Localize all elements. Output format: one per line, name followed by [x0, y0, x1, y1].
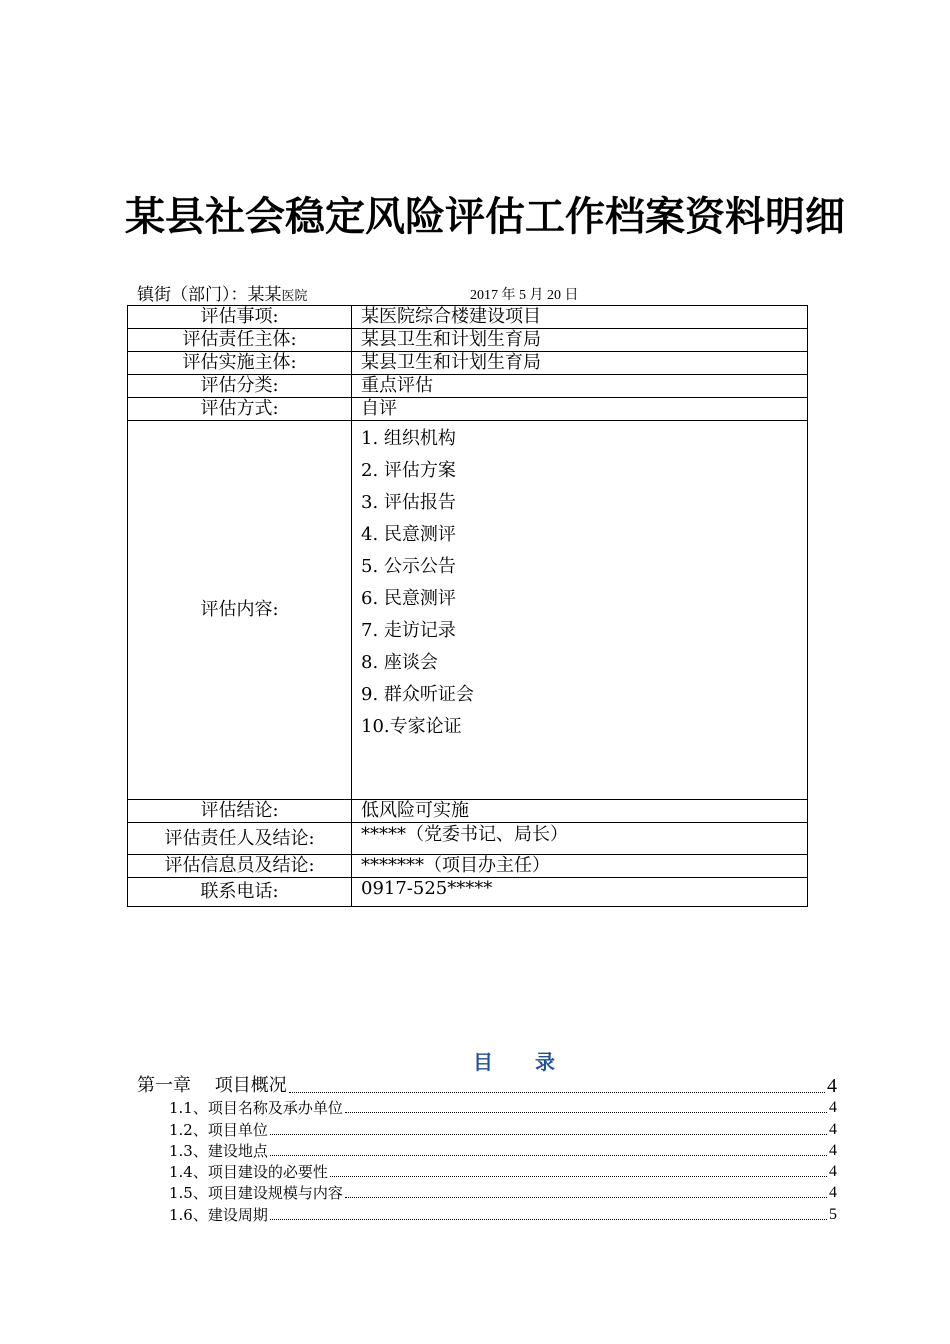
- toc-entry[interactable]: [169, 1162, 837, 1182]
- toc-heading: [0, 1046, 950, 1075]
- toc-entry-text: 1.3、建设地点: [169, 1142, 268, 1160]
- list-item: 10.专家论证: [361, 716, 462, 737]
- row-value: 某县卫生和计划生育局: [352, 352, 808, 375]
- document-date: 2017 年 5 月 20 日: [470, 288, 579, 303]
- row-label: 评估责任人及结论:: [128, 823, 352, 855]
- toc-entry[interactable]: [169, 1098, 837, 1118]
- toc-page-number: 5: [829, 1206, 837, 1223]
- list-item: 3. 评估报告: [361, 492, 456, 513]
- toc-leader-dots: [345, 1112, 827, 1113]
- row-label: 联系电话:: [128, 878, 352, 907]
- toc-leader-dots: [270, 1134, 827, 1135]
- toc-entry-text: 1.2、项目单位: [169, 1121, 268, 1139]
- toc-leader-dots: [270, 1219, 827, 1220]
- department-line: [137, 285, 308, 307]
- toc-entry[interactable]: [169, 1205, 837, 1225]
- list-item: 6. 民意测评: [361, 588, 456, 609]
- content-label: 评估内容:: [128, 421, 352, 800]
- table-row: [128, 375, 808, 398]
- row-value: 某县卫生和计划生育局: [352, 329, 808, 352]
- toc-page-number: 4: [829, 1184, 837, 1201]
- toc-page-number: 4: [829, 1142, 837, 1159]
- row-label: 评估分类:: [128, 375, 352, 398]
- row-label: 评估事项:: [128, 306, 352, 329]
- document-title: 某县社会稳定风险评估工作档案资料明细: [125, 193, 845, 240]
- toc-leader-dots: [345, 1197, 827, 1198]
- content-list: [352, 421, 808, 800]
- row-label: 评估信息员及结论:: [128, 855, 352, 878]
- table-row-content: [128, 421, 808, 800]
- toc-heading-left: 目: [473, 1050, 495, 1074]
- toc-chapter-entry[interactable]: [137, 1074, 837, 1098]
- table-row: [128, 800, 808, 823]
- table-row: [128, 306, 808, 329]
- row-label: 评估方式:: [128, 398, 352, 421]
- row-label: 评估结论:: [128, 800, 352, 823]
- list-item: 5. 公示公告: [361, 556, 456, 577]
- toc-heading-right: 录: [535, 1050, 557, 1074]
- row-value: *****（党委书记、局长）: [352, 823, 808, 855]
- toc-entry-text: 1.4、项目建设的必要性: [169, 1163, 328, 1181]
- toc-leader-dots: [289, 1092, 825, 1093]
- row-value: 0917-525*****: [352, 878, 808, 907]
- list-item: 4. 民意测评: [361, 524, 456, 545]
- row-value: 低风险可实施: [352, 800, 808, 823]
- list-item: 1. 组织机构: [361, 428, 456, 449]
- toc-entry-text: 1.5、项目建设规模与内容: [169, 1184, 343, 1202]
- row-label: 评估责任主体:: [128, 329, 352, 352]
- toc-page-number: 4: [829, 1163, 837, 1180]
- toc-entry-text: 1.6、建设周期: [169, 1206, 268, 1224]
- toc-leader-dots: [270, 1155, 827, 1156]
- toc-entry-text: 第一章 项目概况: [137, 1075, 287, 1096]
- row-label: 评估实施主体:: [128, 352, 352, 375]
- list-item: 8. 座谈会: [361, 652, 438, 673]
- toc-entry[interactable]: [169, 1120, 837, 1140]
- table-row: [128, 823, 808, 855]
- row-value: *******（项目办主任）: [352, 855, 808, 878]
- row-value: 某医院综合楼建设项目: [352, 306, 808, 329]
- table-row: [128, 878, 808, 907]
- department-label: 镇街（部门）：某某: [137, 285, 282, 305]
- table-row: [128, 329, 808, 352]
- list-item: 7. 走访记录: [361, 620, 456, 641]
- table-row: [128, 352, 808, 375]
- toc-page-number: 4: [827, 1075, 837, 1097]
- assessment-info-table: [127, 305, 808, 907]
- toc-entry[interactable]: [169, 1141, 837, 1161]
- row-value: 重点评估: [352, 375, 808, 398]
- toc-page-number: 4: [829, 1099, 837, 1116]
- toc-entry-text: 1.1、项目名称及承办单位: [169, 1099, 343, 1117]
- toc-leader-dots: [330, 1176, 827, 1177]
- table-row: [128, 855, 808, 878]
- table-row: [128, 398, 808, 421]
- toc-page-number: 4: [829, 1121, 837, 1138]
- toc-entry[interactable]: [169, 1183, 837, 1203]
- list-item: 2. 评估方案: [361, 460, 456, 481]
- row-value: 自评: [352, 398, 808, 421]
- department-suffix: 医院: [281, 289, 308, 304]
- list-item: 9. 群众听证会: [361, 684, 474, 705]
